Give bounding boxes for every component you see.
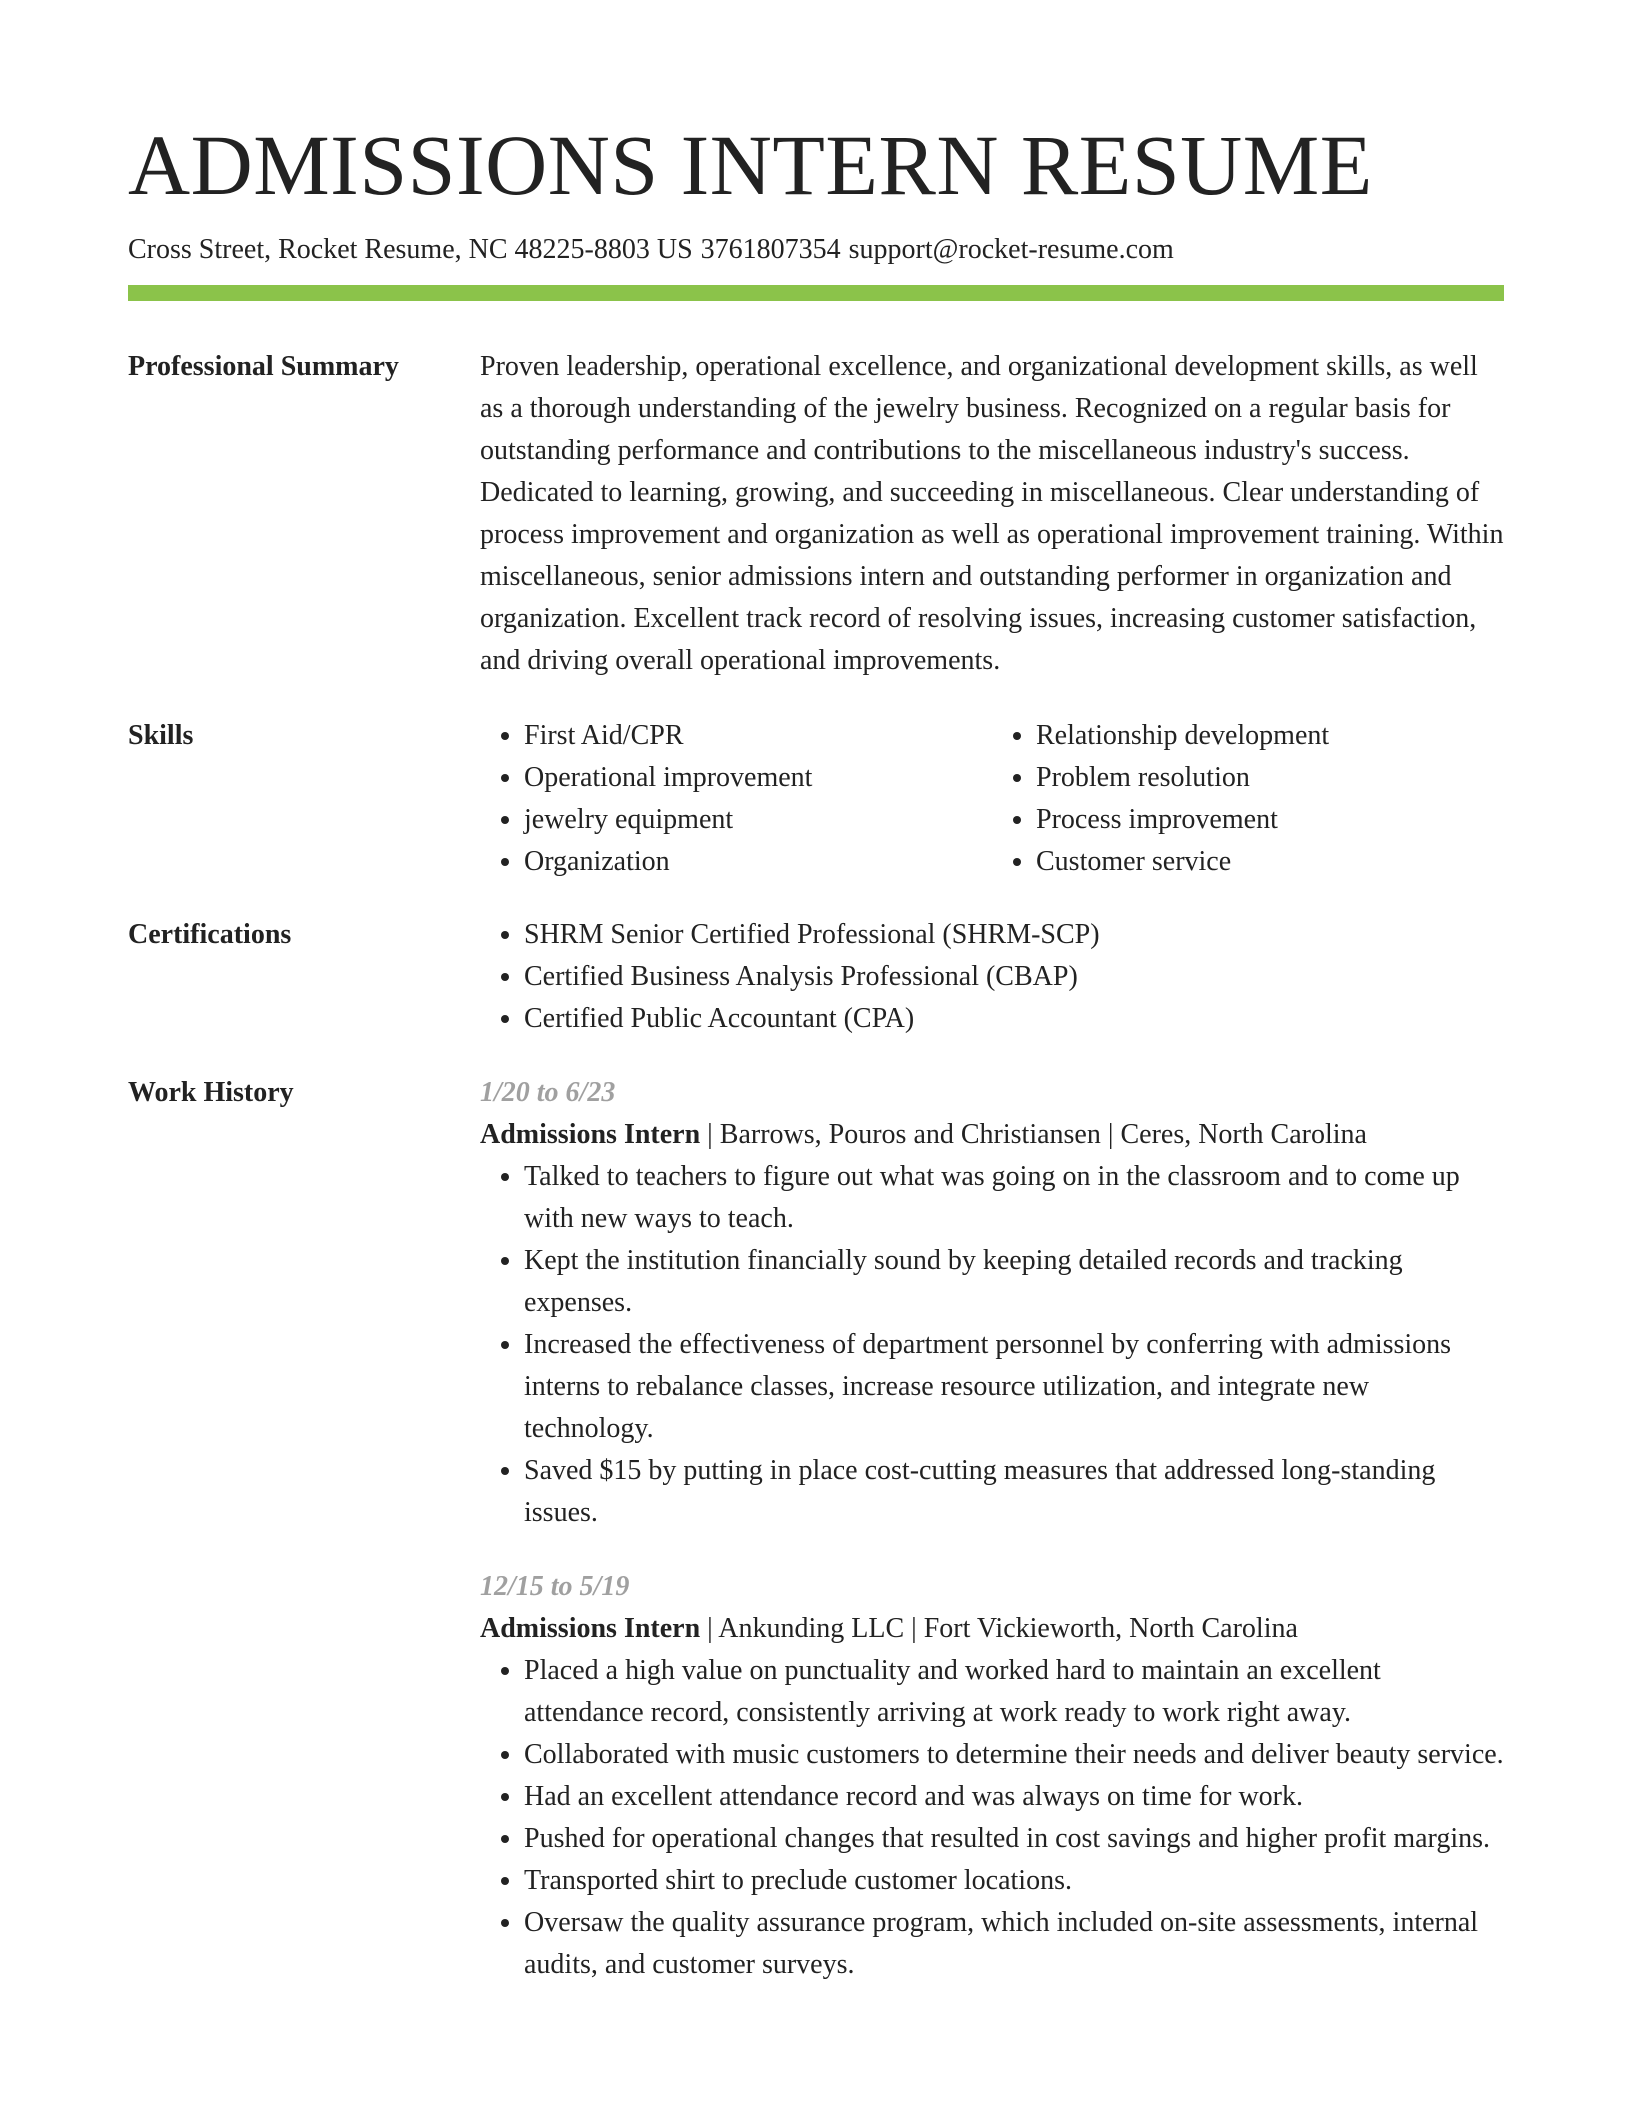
skill-item: • Customer service [1036, 841, 1504, 883]
job-bullet: • Saved $15 by putting in place cost-cutting measures that addressed long-standing issues. [524, 1450, 1504, 1534]
skill-item: • Problem resolution [1036, 757, 1504, 799]
job-dates: 12/15 to 5/19 [480, 1571, 630, 1602]
job-bullet: • Collaborated with music customers to determine their needs and deliver beauty service. [524, 1734, 1504, 1776]
job-bullet: • Talked to teachers to figure out what was going on in the classroom and to come up with new ways to teach. [524, 1156, 1504, 1240]
summary-body [480, 346, 1504, 682]
job-bullets [480, 1650, 1504, 1986]
certification-item: • SHRM Senior Certified Professional (SHRM-SCP) [524, 914, 1504, 956]
job-bullet: • Oversaw the quality assurance program, which included on-site assessments, internal audits, and customer surveys. [524, 1902, 1504, 1986]
skill-item: • Organization [524, 841, 992, 883]
job-dates: 1/20 to 6/23 [480, 1077, 616, 1108]
job-bullet: • Transported shirt to preclude customer locations. [524, 1860, 1504, 1902]
skills-column-1 [480, 715, 992, 883]
certification-item: • Certified Business Analysis Professional (CBAP) [524, 956, 1504, 998]
summary-text: Proven leadership, operational excellence, and organizational development skills, as well as a thorough understanding of the jewelry business. Recognized on a regular basis for outstanding performance and contributions to the miscellaneous industry's success. Dedicated to learning, growing, and succeeding in miscellaneous. Clear understanding of process improvement and organization as well as operational improvement training. Within miscellaneous, senior admissions intern and outstanding performer in organization and organization. Excellent track record of resolving issues, increasing customer satisfaction, and driving overall operational improvements. [480, 351, 1504, 676]
skills-body [480, 715, 1504, 883]
job-bullet: • Had an excellent attendance record and was always on time for work. [524, 1776, 1504, 1818]
skills-grid [480, 715, 1504, 883]
job-details: | Ankunding LLC | Fort Vickieworth, North Carolina [700, 1613, 1298, 1644]
certifications-heading: Certifications [128, 919, 292, 950]
contact-address: Cross Street, Rocket Resume, NC 48225-8803 US [128, 234, 693, 265]
certifications-body [480, 914, 1504, 1040]
job-role: Admissions Intern [480, 1613, 701, 1644]
job-header [480, 1608, 1504, 1650]
certifications-list [480, 914, 1504, 1040]
certification-item: • Certified Public Accountant (CPA) [524, 998, 1504, 1040]
job-bullets [480, 1156, 1504, 1534]
work-history-heading: Work History [128, 1077, 294, 1108]
contact-line [128, 232, 1174, 268]
header-divider [128, 285, 1504, 301]
job-entry [480, 1072, 1504, 1534]
job-bullet: • Kept the institution financially sound by keeping detailed records and tracking expenses. [524, 1240, 1504, 1324]
job-bullet: • Placed a high value on punctuality and worked hard to maintain an excellent attendance record, consistently arriving at work ready to work right away. [524, 1650, 1504, 1734]
contact-phone: 3761807354 [700, 234, 841, 265]
job-bullet: • Increased the effectiveness of department personnel by conferring with admissions interns to rebalance classes, increase resource utilization, and integrate new technology. [524, 1324, 1504, 1450]
work-history-body [480, 1072, 1504, 1986]
job-bullet: • Pushed for operational changes that resulted in cost savings and higher profit margins. [524, 1818, 1504, 1860]
job-header [480, 1114, 1504, 1156]
job-details: | Barrows, Pouros and Christiansen | Ceres, North Carolina [700, 1119, 1367, 1150]
skill-item: • Relationship development [1036, 715, 1504, 757]
skill-item: • Operational improvement [524, 757, 992, 799]
job-role: Admissions Intern [480, 1119, 701, 1150]
summary-heading: Professional Summary [128, 351, 399, 382]
skill-item: • Process improvement [1036, 799, 1504, 841]
job-entry [480, 1566, 1504, 1986]
skill-item: • jewelry equipment [524, 799, 992, 841]
contact-email: support@rocket-resume.com [848, 234, 1174, 265]
skill-item: • First Aid/CPR [524, 715, 992, 757]
skills-column-2 [992, 715, 1504, 883]
skills-heading: Skills [128, 720, 194, 751]
resume-title: ADMISSIONS INTERN RESUME [128, 117, 1373, 213]
